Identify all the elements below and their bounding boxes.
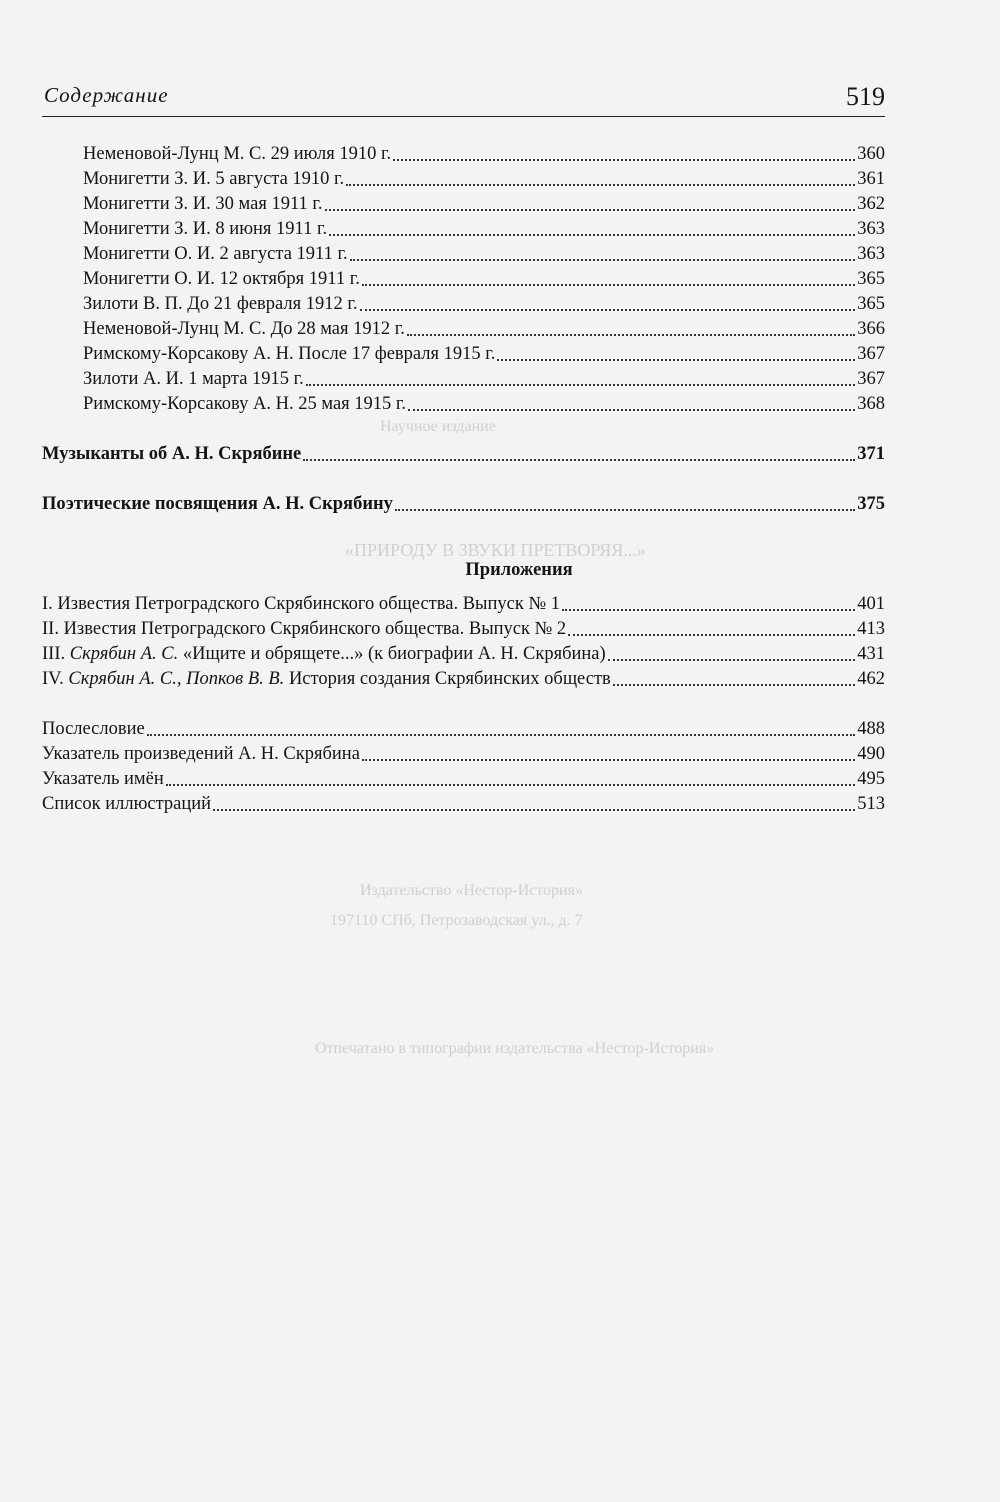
toc-section-entry[interactable] xyxy=(42,492,885,517)
toc-entry[interactable] xyxy=(42,667,885,692)
toc-entry[interactable] xyxy=(83,392,885,417)
leader-dots xyxy=(306,384,855,386)
toc-entry-title: Указатель произведений А. Н. Скрябина xyxy=(42,744,360,764)
toc-entry[interactable] xyxy=(83,317,885,342)
toc-entry-page: 375 xyxy=(857,494,885,514)
toc-entry-title: Монигетти З. И. 30 мая 1911 г. xyxy=(83,194,323,214)
toc-entry-page: 401 xyxy=(857,594,885,614)
toc-entry-page: 360 xyxy=(857,144,885,164)
toc-section-entry[interactable] xyxy=(42,442,885,467)
leader-dots xyxy=(608,659,856,661)
toc-entry-page: 513 xyxy=(857,794,885,814)
toc-entry-title: Зилоти А. И. 1 марта 1915 г. xyxy=(83,369,304,389)
bleed-through-text: Научное издание xyxy=(380,418,496,435)
toc-entry-title: Зилоти В. П. До 21 февраля 1912 г. xyxy=(83,294,358,314)
toc-entry[interactable] xyxy=(83,342,885,367)
toc-entry-page: 367 xyxy=(857,344,885,364)
leader-dots xyxy=(562,609,855,611)
toc-entry-title: Неменовой-Лунц М. С. До 28 мая 1912 г. xyxy=(83,319,405,339)
leader-dots xyxy=(329,234,855,236)
toc-entry[interactable] xyxy=(83,367,885,392)
toc-entry-page: 495 xyxy=(857,769,885,789)
bleed-through-text: Отпечатано в типографии издательства «Нестор-История» xyxy=(315,1040,715,1057)
toc-entry[interactable] xyxy=(83,192,885,217)
leader-dots xyxy=(213,809,855,811)
toc-entry-page: 362 xyxy=(857,194,885,214)
toc-entry-title: Список иллюстраций xyxy=(42,794,212,814)
leader-dots xyxy=(568,634,855,636)
toc-entry-page: 363 xyxy=(857,244,885,264)
toc-entry-title: Поэтические посвящения А. Н. Скрябину xyxy=(42,494,393,514)
leader-dots xyxy=(407,334,855,336)
leader-dots xyxy=(362,284,855,286)
leader-dots xyxy=(360,309,856,311)
leader-dots xyxy=(166,784,856,786)
toc-entry-title: Римскому-Корсакову А. Н. 25 мая 1915 г. xyxy=(83,394,407,414)
toc-entry-title: Монигетти З. И. 8 июня 1911 г. xyxy=(83,219,328,239)
toc-entry[interactable] xyxy=(83,217,885,242)
toc-entry-title: Неменовой-Лунц М. С. 29 июля 1910 г. xyxy=(83,144,392,164)
toc-entry[interactable] xyxy=(83,292,885,317)
running-title: Содержание xyxy=(44,83,169,107)
toc-entry[interactable] xyxy=(83,167,885,192)
toc-entry-title: I. Известия Петроградского Скрябинского общества. Выпуск № 1 xyxy=(42,594,560,614)
toc-entry[interactable] xyxy=(42,617,885,642)
toc-entry-page: 462 xyxy=(857,669,885,689)
leader-dots xyxy=(613,684,855,686)
leader-dots xyxy=(350,259,856,261)
toc-entry-title: Указатель имён xyxy=(42,769,164,789)
toc-entry[interactable] xyxy=(42,592,885,617)
toc-entry-page: 488 xyxy=(857,719,885,739)
toc-entry-title: Монигетти О. И. 12 октября 1911 г. xyxy=(83,269,360,289)
toc-entry[interactable] xyxy=(42,717,885,742)
toc-entry-title: IV. Скрябин А. С., Попков В. В. История создания Скрябинских обществ xyxy=(42,669,611,689)
toc-entry-page: 368 xyxy=(857,394,885,414)
toc-entry-title: Монигетти О. И. 2 августа 1911 г. xyxy=(83,244,348,264)
leader-dots xyxy=(362,759,855,761)
toc-entry-page: 361 xyxy=(857,169,885,189)
page-number: 519 xyxy=(846,82,885,111)
toc-entry-page: 366 xyxy=(857,319,885,339)
toc-entry-page: 365 xyxy=(857,269,885,289)
toc-entry-title: II. Известия Петроградского Скрябинского общества. Выпуск № 2 xyxy=(42,619,567,639)
toc-entry-page: 363 xyxy=(857,219,885,239)
leader-dots xyxy=(147,734,856,736)
toc-entry[interactable] xyxy=(42,742,885,767)
toc-entry[interactable] xyxy=(42,642,885,667)
bleed-through-text: 197110 СПб, Петрозаводская ул., д. 7 xyxy=(330,912,583,929)
toc-entry-page: 413 xyxy=(857,619,885,639)
toc-entry[interactable] xyxy=(83,142,885,167)
leader-dots xyxy=(497,359,855,361)
leader-dots xyxy=(408,409,855,411)
toc-entry-page: 367 xyxy=(857,369,885,389)
toc-entry[interactable] xyxy=(83,267,885,292)
leader-dots xyxy=(346,184,855,186)
toc-entry[interactable] xyxy=(42,767,885,792)
toc-entry-title: Послесловие xyxy=(42,719,145,739)
running-header xyxy=(42,80,885,117)
toc-entry-page: 431 xyxy=(857,644,885,664)
appendix-heading: Приложения xyxy=(465,560,573,580)
toc-entry-title: Римскому-Корсакову А. Н. После 17 февраля 1915 г. xyxy=(83,344,496,364)
toc-entry-title: Музыканты об А. Н. Скрябине xyxy=(42,444,302,464)
leader-dots xyxy=(395,509,855,511)
toc-entry-title: III. Скрябин А. С. «Ищите и обрящете...» (к биографии А. Н. Скрябина) xyxy=(42,644,606,664)
bleed-through-text: «ПРИРОДУ В ЗВУКИ ПРЕТВОРЯЯ...» xyxy=(345,540,646,560)
toc-entry-page: 365 xyxy=(857,294,885,314)
toc-entry[interactable] xyxy=(42,792,885,817)
leader-dots xyxy=(393,159,855,161)
leader-dots xyxy=(303,459,855,461)
leader-dots xyxy=(325,209,856,211)
toc-entry-title: Монигетти З. И. 5 августа 1910 г. xyxy=(83,169,345,189)
toc-entry[interactable] xyxy=(83,242,885,267)
toc-entry-page: 490 xyxy=(857,744,885,764)
bleed-through-text: Издательство «Нестор-История» xyxy=(360,882,583,899)
toc-entry-page: 371 xyxy=(857,444,885,464)
